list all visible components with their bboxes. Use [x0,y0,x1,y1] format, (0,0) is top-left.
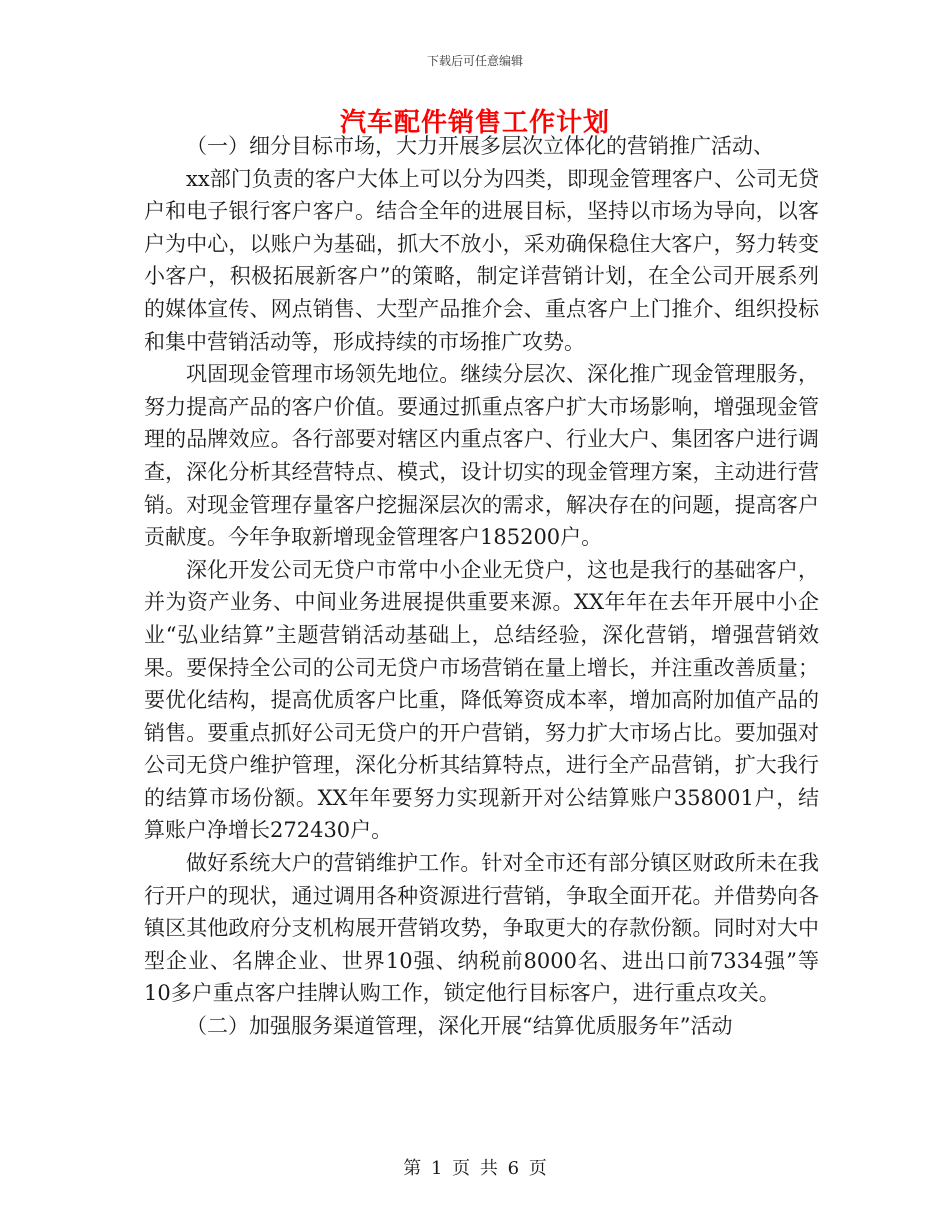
section-heading-1: （一）细分目标市场，大力开展多层次立体化的营销推广活动、 [186,134,774,158]
page-number-footer: 第 1 页 共 6 页 [403,1158,547,1179]
paragraph-cash-management: 巩固现金管理市场领先地位。继续分层次、深化推广现金管理服务，努力提高产品的客户价值。要通过抓重点客户扩大市场影响，增强现金管理的品牌效应。各行部要对辖区内重点客户、行业大户、集团客户进行调查，深化分析其经营特点、模式，设计切实的现金管理方案，主动进行营销。对现金管理存量客户挖掘深层次的需求，解决存在的问题，提高客户贡献度。今年争取新增现金管理客户185200户。 [144,362,819,550]
paragraph-customer-categories: xx部门负责的客户大体上可以分为四类，即现金管理客户、公司无贷户和电子银行客户客户。结合全年的进展目标，坚持以市场为导向，以客户为中心，以账户为基础，抓大不放小，采劝确保稳住大客户，努力转变小客户，积极拓展新客户”的策略，制定详营销计划，在全公司开展系列的媒体宣传、网点销售、大型产品推介会、重点客户上门推介、组织投标和集中营销活动等，形成持续的市场推广攻势。 [144,166,819,354]
section-heading-2: （二）加强服务渠道管理，深化开展“结算优质服务年”活动 [186,1014,733,1039]
paragraph-no-loan-customers: 深化开发公司无贷户市常中小企业无贷户，这也是我行的基础客户，并为资产业务、中间业务进展提供重要来源。XX年年在去年开展中小企业“弘业结算”主题营销活动基础上，总结经验，深化营销，增强营销效果。要保持全公司的公司无贷户市场营销在量上增长，并注重改善质量；要优化结构，提高优质客户比重，降低筹资成本率，增加高附加值产品的销售。要重点抓好公司无贷户的开户营销，努力扩大市场占比。要加强对公司无贷户维护管理，深化分析其结算特点，进行全产品营销，扩大我行的结算市场份额。XX年年要努力实现新开对公结算账户358001户，结算账户净增长272430户。 [144,557,819,843]
document-title: 汽车配件销售工作计划 [339,108,610,138]
paragraph-key-accounts: 做好系统大户的营销维护工作。针对全市还有部分镇区财政所未在我行开户的现状，通过调用各种资源进行营销，争取全面开花。并借势向各镇区其他政府分支机构展开营销攻势，争取更大的存款份额。同时对大中型企业、名牌企业、世界10强、纳税前8000名、进出口前7334强”等10多户重点客户挂牌认购工作，锁定他行目标客户，进行重点攻关。 [144,851,819,1006]
page-header-note: 下载后可任意编辑 [426,54,523,68]
document-body [144,130,819,1043]
